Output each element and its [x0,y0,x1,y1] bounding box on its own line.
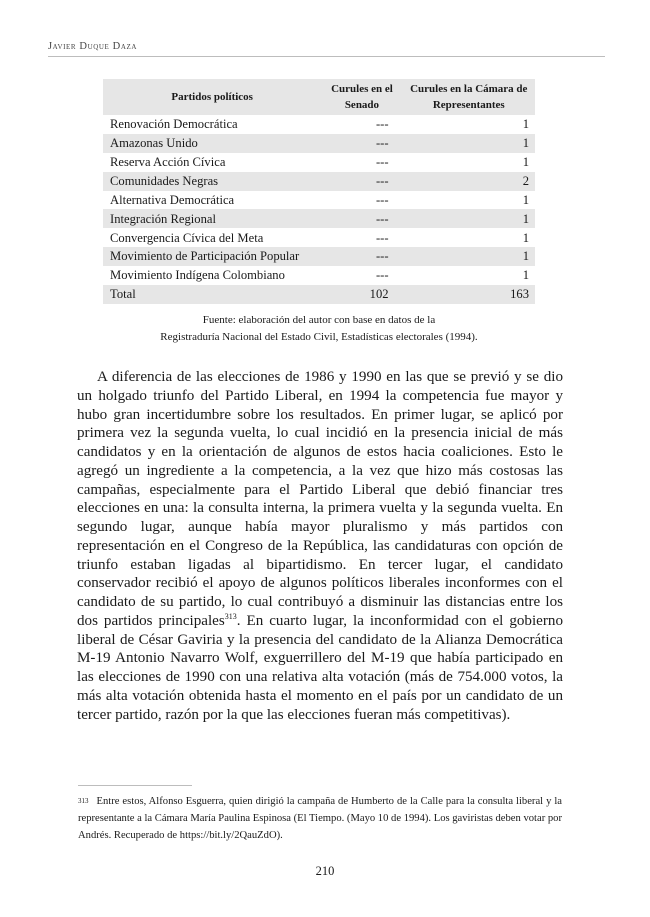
senate-total: 102 [321,285,402,304]
party-name: Integración Regional [103,209,321,228]
body-text-part: . En cuarto lugar, la inconformidad con el gobierno liberal de César Gaviria y la presencia del candidato de la Alianza Democrática M-19 Antonio Navarro Wolf, exguerrillero del M-19 que había participado en las elecciones de 1990 con una relativa alta votación (más de 754.000 votos, la más alta votación obtenida hasta el momento en el país por un candidato de un tercer partido, razón por la que las elecciones fueran más competitivas). [77,612,563,723]
house-seats: 1 [403,209,535,228]
house-seats: 2 [403,172,535,191]
senate-seats: --- [321,172,402,191]
table-row [103,153,535,172]
table-row [103,191,535,210]
page-number: 210 [315,864,335,878]
table-row [103,247,535,266]
house-seats: 1 [403,247,535,266]
house-seats: 1 [522,230,529,245]
house-seats: 1 [403,134,535,153]
party-name: Reserva Acción Cívica [110,155,226,170]
running-head: Javier Duque Daza [48,41,138,52]
party-name: Alternativa Democrática [110,192,235,207]
senate-seats: --- [375,155,389,170]
table-row [103,134,535,153]
table-row [103,266,535,285]
senate-seats: --- [321,134,402,153]
senate-seats: --- [375,268,389,283]
party-name: Renovación Democrática [110,117,238,132]
house-total: 163 [403,285,535,304]
senate-seats: --- [375,192,389,207]
house-seats: 1 [522,117,529,132]
footnote-reference[interactable]: 313 [224,611,237,621]
table-row [103,172,535,191]
table-total-row [103,285,535,304]
header-senate: Curules en el Senado [321,79,402,115]
source-line: Fuente: elaboración del autor con base en datos de la [202,314,436,326]
house-seats: 1 [522,268,529,283]
party-name: Convergencia Cívica del Meta [110,230,264,245]
footnote-rule [78,785,192,786]
header-rule [48,56,605,57]
table-row [103,228,535,247]
table-row [103,115,535,134]
body-text-part: A diferencia de las elecciones de 1986 y 1990 en las que se previó y se dio un holgado triunfo del Partido Liberal, en 1994 la competencia fue mayor y hubo gran incertidumbre sobre los resultados. En primer lugar, se aplicó por primera vez la segunda vuelta, lo cual incidió en la presencia inicial de más candidatos y en la orientación de algunos de estos hacia coaliciones. Esto le agregó un ingrediente a la competencia, a la vez que hizo más costosas las campañas, especialmente para el Partido Liberal que debió financiar tres elecciones en una: la consulta interna, la primera vuelta y la segunda vuelta. En segundo lugar, aunque había mayor pluralismo y más partidos con representación en el Congreso de la República, las candidaturas con opción de triunfo estaban ligadas al bipartidismo. En tercer lugar, el candidato conservador recibió el apoyo de algunos políticos liberales inconformes con el candidato de su partido, lo cual contribuyó a disminuir las distancias entre los dos partidos principales [77,369,563,629]
table-row [103,209,535,228]
senate-seats: --- [321,209,402,228]
header-parties: Partidos políticos [103,79,321,115]
party-name: Comunidades Negras [103,172,321,191]
house-seats: 1 [522,192,529,207]
table-source [103,312,535,345]
footnote-text: Entre estos, Alfonso Esguerra, quien dirigió la campaña de Humberto de la Calle para la consulta liberal y la representante a la Cámara María Paulina Espinosa (El Tiempo. (Mayo 10 de 1994). Los gaviristas deben votar por Andrés. Recuperado de https://bit.ly/2QauZdO). [78,796,562,842]
party-name: Movimiento de Participación Popular [103,247,321,266]
seats-table [103,79,535,304]
body-paragraph [77,368,563,724]
senate-seats: --- [375,117,389,132]
source-line: Registraduría Nacional del Estado Civil, Estadísticas electorales (1994). [160,330,478,343]
senate-seats: --- [321,247,402,266]
table-header-row [103,79,535,115]
footnote [78,793,562,845]
party-name: Movimiento Indígena Colombiano [110,268,285,283]
footnote-number: 313 [78,797,89,805]
senate-seats: --- [375,230,389,245]
total-label: Total [103,285,321,304]
party-name: Amazonas Unido [103,134,321,153]
header-house: Curules en la Cámara de Representantes [403,79,535,115]
house-seats: 1 [522,155,529,170]
